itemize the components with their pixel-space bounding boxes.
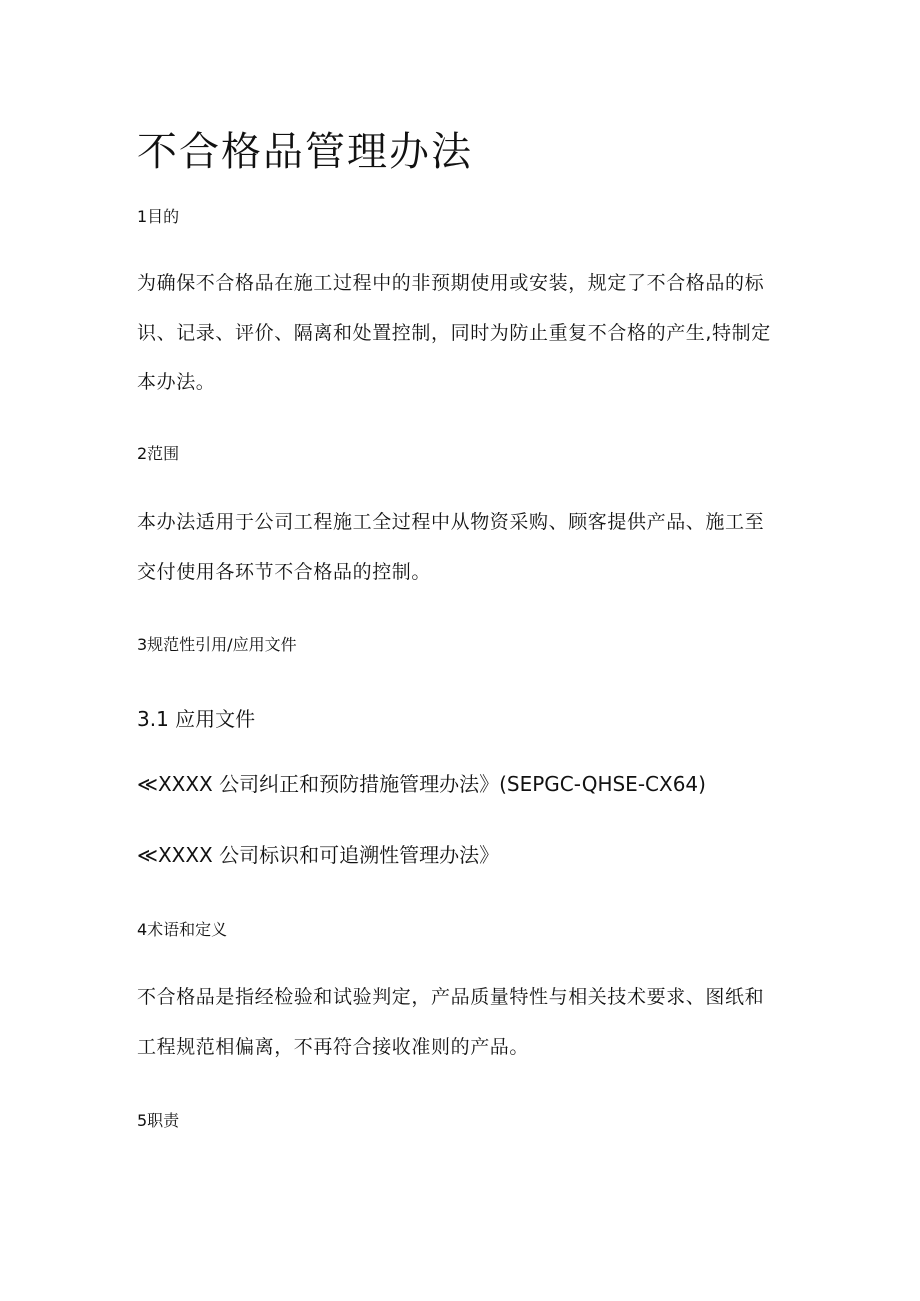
section-1-heading: 1目的 xyxy=(137,207,180,226)
section-4-heading: 4术语和定义 xyxy=(137,920,228,939)
reference-document-2: ≪XXXX 公司标识和可追溯性管理办法》 xyxy=(137,843,500,867)
section-5-heading: 5职责 xyxy=(137,1111,180,1130)
section-1-line-2: 识、记录、评价、隔离和处置控制，同时为防止重复不合格的产生,特制定 xyxy=(137,322,771,344)
section-2-line-1: 本办法适用于公司工程施工全过程中从物资采购、顾客提供产品、施工至 xyxy=(137,511,765,533)
section-3-heading: 3规范性引用/应用文件 xyxy=(137,635,297,654)
section-1-line-3: 本办法。 xyxy=(137,371,216,393)
document-title: 不合格品管理办法 xyxy=(137,129,473,175)
section-3-1-subheading: 3.1 应用文件 xyxy=(137,707,256,731)
section-1-line-1: 为确保不合格品在施工过程中的非预期使用或安装，规定了不合格品的标 xyxy=(137,272,765,294)
section-4-line-1: 不合格品是指经检验和试验判定，产品质量特性与相关技术要求、图纸和 xyxy=(137,986,765,1008)
section-4-line-2: 工程规范相偏离，不再符合接收准则的产品。 xyxy=(137,1036,530,1058)
section-2-line-2: 交付使用各环节不合格品的控制。 xyxy=(137,561,432,583)
reference-document-1: ≪XXXX 公司纠正和预防措施管理办法》(SEPGC-QHSE-CX64) xyxy=(137,772,706,796)
section-2-heading: 2范围 xyxy=(137,444,180,463)
